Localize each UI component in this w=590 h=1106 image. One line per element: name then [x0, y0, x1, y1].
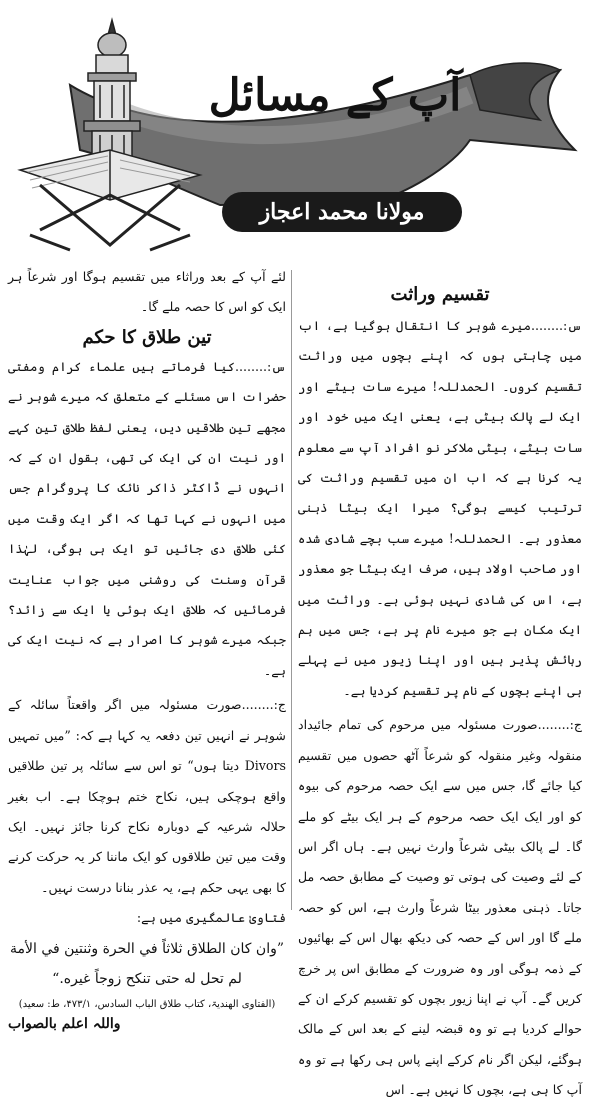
closing-phrase: واللہ اعلم بالصواب	[8, 1015, 121, 1032]
citation: (الفتاوی الھندیۃ، کتاب طلاق الباب السادس، ۴۷۳/۱، ط: سعید)	[18, 998, 276, 1010]
arabic-quote-line-1: ”وان كان الطلاق ثلاثاً في الحرة وثنتين في الأمة	[9, 940, 284, 957]
arabic-quote-line-2: لم تحل له حتى تنكح زوجاً غيره.“	[52, 970, 242, 987]
column-divider	[291, 270, 292, 910]
author-badge: مولانا محمد اعجاز مصطفیٰ	[222, 192, 462, 232]
inheritance-answer: ج:........صورت مسئولہ میں مرحوم کی تمام جائیداد منقولہ وغیر منقولہ کو شرعاً آٹھ حصوں میں تقسیم کیا جائے گا، جس میں سے ایک حصہ مرحوم کی بیوہ کو اور ایک ایک حصہ مرحوم کے ہر ایک بیٹے کو ملے گا۔ لے پالک بیٹی شرعاً وارث نہیں ہے۔ ہاں اگر اس کے لئے وصیت کی ہوتی تو وصیت کے مطابق حصہ مل جاتا۔ ذہنی معذور بیٹا شرعاً وارث ہے، اس کو حصہ ملے گا اور اس کے حصہ کی دیکھ بھال اس کے بھائیوں کے ذمہ ہوگی اور وہ ضرورت کے مطابق اس پر خرچ کریں گے۔ آپ نے اپنا زیور بچوں کو تقسیم کرکے ان کے حوالے کردیا ہے تو وہ قبضہ لینے کے بعد اس کے مالک ہوگئے، لیکن اگر نام کرکے اپنے پاس ہی رکھا ہے تو وہ آپ کا ہی ہے، بچوں کا نہیں ہے۔ اس	[298, 717, 582, 1098]
talaq-answer: ج:........صورت مسئولہ میں اگر واقعتاً سائلہ کے شوہر نے انہیں تین دفعہ یہ کہا ہے کہ: ”میں تمہیں Divors دیتا ہوں“ تو اس سے سائلہ پر تین طلاقیں واقع ہوچکی ہیں، نکاح ختم ہوچکا ہے۔ اب بغیر حلالہ شرعیہ کے دوبارہ نکاح کرنا جائز نہیں۔ ایک وقت میں تین طلاقوں کو ایک ماننا کر یہ حرکت کرنے کا بھی یہی حکم ہے، یہ عذر بنانا درست نہیں۔	[8, 697, 286, 895]
continued-answer: لئے آپ کے بعد وراثاء میں تقسیم ہوگا اور شرعاً ہر ایک کو اس کا حصہ ملے گا۔	[8, 269, 286, 315]
right-column	[298, 262, 582, 1106]
header-title: آپ کے مسائل	[208, 70, 462, 121]
reference-intro: فتاویٰ عالمگیری میں ہے:	[136, 910, 286, 926]
section-heading-triple-talaq: تین طلاق کا حکم	[82, 326, 212, 348]
section-heading-inheritance: تقسیم وراثت	[390, 284, 490, 305]
inheritance-question: س:........میرے شوہر کا انتقال ہوگیا ہے، اب میں چاہتی ہوں کہ اپنے بچوں میں وراثت تقسیم کروں۔ الحمدللہ! میرے سات بیٹے اور ایک لے پالک بیٹی ہے، یعنی ایک میں خود اور سات بیٹے، بیٹی ملاکر نو افراد آپ سے معلوم یہ کرنا ہے کہ اب ان میں تقسیم وراثت کی ترتیب کیسے ہوگی؟ میرا ایک بیٹا ذہنی معذور ہے۔ الحمدللہ! میرے سب بچے شادی شدہ اور صاحب اولاد ہیں، صرف ایک بیٹا جو معذور ہے، اس کی شادی نہیں ہوئی ہے۔ وراثت میں ایک مکان ہے جو میرے نام پر ہے، جس میں ہم رہائش پذیر ہیں اور اپنا زیور میں نے پہلے ہی اپنے بچوں کے نام پر تقسیم کردیا ہے۔	[298, 318, 582, 698]
talaq-question: س:........کیا فرماتے ہیں علماء کرام ومفتی حضرات اس مسئلے کے متعلق کہ میرے شوہر نے مجھے تین طلاقیں دیں، یعنی لفظ طلاق تین کہے اور نیت ان کی ایک کی تھی، بقول ان کے کہ انہوں نے ڈاکٹر ذاکر نائک کا پروگرام جس میں انہوں نے کہا تھا کہ اگر ایک وقت میں کئی طلاق دی جائیں تو ایک ہی ہوگی، لہٰذا قرآن وسنت کی روشنی میں جواب عنایت فرمائیں کہ طلاق ایک ہوئی یا ایک سے زائد؟ جبکہ میرے شوہر کا اصرار ہے کہ نیت ایک کی ہے۔	[8, 358, 286, 678]
left-column	[8, 262, 286, 1032]
